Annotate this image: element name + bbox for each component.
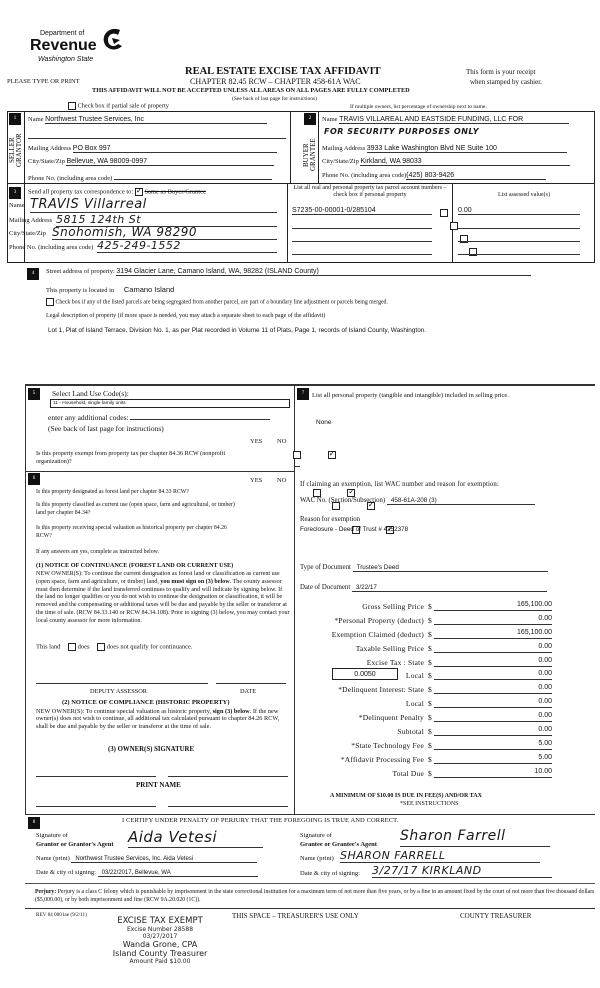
same-as-buyer-checkbox[interactable] [135,188,143,196]
grantor-label: GRANTOR [15,133,23,167]
delinquent-interest-state-field[interactable]: 0.00 [434,684,552,694]
affidavit-fee-field[interactable]: 5.00 [434,754,552,764]
sec5-yes-header: YES [250,438,263,445]
grantor-date-field[interactable]: 03/22/2017, Bellevue, WA [98,870,258,877]
multiple-owners-note: If multiple owners, list percentage of ownership next to name. [350,104,487,110]
tax-name-field[interactable]: TRAVIS Villarreal [30,198,277,213]
tax-phone-field[interactable]: 425-249-1552 [97,240,277,253]
partial-sale-checkbox[interactable] [68,102,76,110]
partial-sale-label: Check box if partial sale of property [77,102,169,110]
buyer-name-label: Name [322,116,338,123]
seller-label: SELLER [8,137,16,163]
section-3-badge: 3 [9,187,21,199]
stamp-treasurer-title: Island County Treasurer [112,949,208,958]
buyer-city-field[interactable]: Kirkland, WA 98033 [360,158,570,166]
buyer-label: BUYER [302,143,310,167]
nonprofit-exempt-question: Is this property exempt from property tax per chapter 84.36 RCW (nonprofit organization)? [36,450,226,465]
assessor-date-label: DATE [240,688,257,695]
legal-description-value[interactable]: Lot 1, Plat of Island Terrace, Division No. 1, as per Plat recorded in Volume 11 of Plats, Page 1, records of Island County, Washington. [48,327,427,334]
excise-tax-state-field[interactable]: 0.00 [434,657,552,667]
notice-continuance-text: NEW OWNER(S): To continue the current designation as forest land or classification as current use (open space, farm and agriculture, or timber) land, you must sign on (3) below. The county assessor must then determine if the land transferred continues to qualify and will indicate by signing below. If the land no longer qualifies or you do not wish to continue the designation or classification, it will be removed and the compensating or additional taxes will be due and payable by the seller or transferor at the time of sale. (RCW 84.33.140 or RCW 84.34.108). Prior to signing (3) below, you may contact your local county assessor for more information. [36,571,290,624]
does-label: does [77,643,90,651]
grantee-label: GRANTEE [309,138,317,172]
buyer-name-field[interactable]: TRAVIS VILLAREAL AND EASTSIDE FUNDING, LLC FOR [339,116,569,124]
seller-name-field[interactable]: Northwest Trustee Services, Inc [45,116,267,124]
receipt-note-1: This form is your receipt [466,68,536,76]
this-land-label: This land [36,643,61,651]
tax-phone-label: Phone No. (including area code) [9,244,94,251]
owner-signature-label: (3) OWNER(S) SIGNATURE [108,746,194,753]
receipt-note-2: when stamped by cashier. [470,78,542,86]
additional-codes-label: enter any additional codes: [48,413,129,422]
parcel-field-2[interactable] [292,220,432,229]
dor-swirl-logo-icon [100,26,124,54]
buyer-address-label: Mailing Address [322,145,366,152]
grantee-name-field[interactable]: SHARON FARRELL [340,849,540,863]
warning-banner: THIS AFFIDAVIT WILL NOT BE ACCEPTED UNLESS ALL AREAS ON ALL PAGES ARE FULLY COMPLETED [92,87,410,94]
seller-phone-field[interactable] [114,172,272,180]
treasurer-use-label: THIS SPACE – TREASURER'S USE ONLY [232,912,359,920]
logo-line-1: Department of [40,30,85,37]
additional-codes-field[interactable] [130,412,270,420]
section-8-badge: 8 [28,817,40,829]
legal-description-label: Legal description of property (if more space is needed, you may attach a separate sheet to each page of the affidavit) [46,313,326,319]
section-1-badge: 1 [9,113,21,125]
form-revision: REV 84 0001ae (9/2/11) [36,912,87,918]
see-instructions-note: *SEE INSTRUCTIONS [400,801,459,807]
tax-city-label: City/State/Zip [9,230,46,237]
see-back-note: (See back of last page for instructions) [232,96,317,102]
does-not-label: does not qualify for continuance. [106,643,193,651]
stamp-exempt: EXCISE TAX EXEMPT [117,916,203,926]
local-rate-field[interactable]: 0.0050 [332,668,398,680]
seller-address-field[interactable]: PO Box 997 [73,145,277,153]
personal-property-deduct-field[interactable]: 0.00 [434,615,552,625]
parcel-personal-checkbox-1[interactable] [440,209,448,217]
doc-date-field[interactable]: 3/22/17 [352,584,547,592]
excise-tax-state-label: Excise Tax : State [366,658,424,667]
state-tech-fee-label: *State Technology Fee [351,741,424,750]
land-use-see-back: (See back of last page for instructions) [48,424,164,433]
grantee-date-field[interactable]: 3/27/17 KIRKLAND [372,864,552,878]
tax-name-label: Name [9,202,25,209]
nonprofit-no-checkbox[interactable] [328,451,336,459]
delinquent-interest-local-label: Local [405,699,424,708]
seller-city-field[interactable]: Bellevue, WA 98009-0997 [66,158,274,166]
seller-name-line-2[interactable] [28,138,286,139]
grantor-name-label: Name (print) [36,855,70,862]
exemption-claimed-label: Exemption Claimed (deduct) [331,630,424,639]
personal-property-label: List all personal property (tangible and intangible) included in selling price. [312,392,509,399]
assessed-field-2[interactable] [458,220,580,229]
parcel-header: List all real and personal property tax parcel account numbers – check box if personal property [293,185,447,198]
current-use-question: Is this property classified as current use (open space, farm and agricultural, or timber) land per chapter 84.34? [36,502,235,516]
notice-compliance-title: (2) NOTICE OF COMPLIANCE (HISTORIC PROPERTY) [62,699,230,706]
grantee-signature-field[interactable]: Sharon Farrell [400,826,550,847]
grantor-sig-label-2: Grantor or Grantor's Agent [36,841,114,848]
land-use-select[interactable]: 11 - Household, single family units [50,399,290,408]
assessed-field-1[interactable]: 0.00 [458,207,580,215]
section-4-badge: 4 [27,268,39,280]
deputy-assessor-line[interactable] [36,683,208,684]
wac-field[interactable]: 458-61A-208 (3) [387,497,535,505]
seller-name-label: Name [28,116,44,123]
deputy-assessor-label: DEPUTY ASSESSOR [90,688,147,695]
nonprofit-yes-checkbox[interactable] [293,451,301,459]
subtotal-label: Subtotal [397,727,424,736]
gross-selling-price-field[interactable]: 165,100.00 [434,601,552,611]
logo-line-3: Washington State [38,56,94,63]
sec6-no-header: NO [277,477,287,484]
section-7-badge: 7 [297,388,309,400]
buyer-address-field[interactable]: 3933 Lake Washington Blvd NE Suite 100 [367,145,567,153]
seller-address-label: Mailing Address [28,145,72,152]
assessed-field-4[interactable] [458,246,580,255]
total-due-label: Total Due [392,769,424,778]
parcel-field-1[interactable]: S7235-00-00001-0/285104 [292,207,432,215]
stamp-date: 03/27/2017 [142,933,178,940]
reason-value[interactable]: Foreclosure - Deed of Trust # 4252378 [300,526,409,533]
print-name-line-2[interactable] [168,806,288,807]
located-in-label: This property is located in [46,287,115,294]
excise-tax-local-label: Local [405,671,424,680]
form-subtitle: CHAPTER 82.45 RCW – CHAPTER 458-61A WAC [190,77,361,86]
delinquent-penalty-label: *Delinquent Penalty [358,713,424,722]
seller-city-label: City/State/Zip [28,158,65,165]
buyer-phone-field[interactable]: (425) 803-9426 [406,172,546,180]
treasurer-stamp [100,916,220,965]
dor-logo [30,26,130,70]
owner-signature-line-1[interactable] [36,776,156,777]
segregated-label: Check box if any of the listed parcels are being segregated from another parcel, are part of a boundary line adjustment or parcels being merged. [55,299,388,306]
total-due-field[interactable]: 10.00 [434,768,552,778]
parcel-field-3[interactable] [292,233,432,242]
sec6-yes-header: YES [250,477,263,484]
tax-city-field[interactable]: Snohomish, WA 98290 [52,226,277,240]
notice-continuance-title: (1) NOTICE OF CONTINUANCE (FOREST LAND OR CURRENT USE) [36,562,234,569]
grantor-name-field[interactable]: Northwest Trustee Services, Inc. Aida Vetesi [71,856,257,863]
certify-statement: I CERTIFY UNDER PENALTY OF PERJURY THAT THE FOREGOING IS TRUE AND CORRECT. [122,817,399,824]
does-not-qualify-checkbox[interactable] [97,643,105,651]
buyer-phone-label: Phone No. (including area code) [322,172,407,179]
assessor-date-line[interactable] [216,683,286,684]
buyer-name-handwritten[interactable]: FOR SECURITY PURPOSES ONLY [324,127,480,136]
section-5-badge: 5 [28,388,40,400]
assessed-field-3[interactable] [458,233,580,242]
personal-property-value[interactable]: None [316,419,332,426]
affidavit-fee-label: *Affidavit Processing Fee [340,755,424,764]
stamp-amount-paid: Amount Paid $10.00 [129,958,191,965]
delinquent-penalty-field[interactable]: 0.00 [434,712,552,722]
reason-label: Reason for exemption [300,516,361,523]
grantor-sig-label-1: Signature of [36,832,68,839]
section-6-badge: 6 [28,473,40,485]
please-type: PLEASE TYPE OR PRINT [7,78,80,85]
section-2-badge: 2 [304,113,316,125]
send-correspondence-label: Send all property tax correspondence to: [28,188,134,196]
street-address-label: Street address of property: [46,268,115,275]
grantee-date-label: Date & city of signing: [300,870,360,877]
owner-signature-line-2[interactable] [168,776,288,777]
taxable-selling-price-label: Taxable Selling Price [355,644,424,653]
exemption-claimed-field[interactable]: 165,100.00 [434,629,552,639]
if-yes-instruction: If any answers are yes, complete as instructed below. [36,549,159,555]
taxable-selling-price-field[interactable]: 0.00 [434,643,552,653]
street-address-field[interactable]: 3194 Glacier Lane, Camano Island, WA, 98282 (ISLAND County) [116,268,531,276]
excise-tax-local-field[interactable]: 0.00 [434,670,552,680]
delinquent-interest-state-label: *Delinquent Interest: State [338,685,424,694]
land-use-label: Select Land Use Code(s): [52,389,129,398]
minimum-due-note: A MINIMUM OF $10.00 IS DUE IN FEE(S) AND/OR TAX [330,793,482,799]
delinquent-interest-local-field[interactable]: 0.00 [434,698,552,708]
assessed-header: List assessed value(s) [498,192,550,198]
doc-type-field[interactable]: Trustee's Deed [353,564,548,572]
logo-line-2: Revenue [30,37,97,54]
parcel-field-4[interactable] [292,246,432,255]
stamp-excise-number: Excise Number 28588 [126,926,194,933]
grantee-sig-label-1: Signature of [300,832,332,839]
does-qualify-checkbox[interactable] [68,643,76,651]
form-title: REAL ESTATE EXCISE TAX AFFIDAVIT [185,66,381,77]
parcel-personal-checkbox-2[interactable] [450,222,458,230]
grantee-name-label: Name (print) [300,855,334,862]
gross-selling-price-label: Gross Selling Price [362,602,424,611]
tax-address-label: Mailing Address [9,217,53,224]
exemption-instruction: If claiming an exemption, list WAC number and reason for exemption: [300,481,499,488]
buyer-city-label: City/State/Zip [322,158,359,165]
sec5-no-header: NO [277,438,287,445]
forest-land-question: Is this property designated as forest land per chapter 84.33 RCW? [36,489,189,495]
grantor-date-label: Date & city of signing: [36,869,96,876]
doc-type-label: Type of Document [300,564,351,571]
perjury-notice: Perjury: Perjury is a class C felony which is punishable by imprisonment in the state correctional institution for a maximum term of not more than five years, or by a fine in an amount fixed by the court of not more than five thousand dollars ($5,000.00), or by both imprisonment and fine (RCW 9A.20.020 (1C)). [35,889,595,903]
stamp-treasurer-name: Wanda Grone, CPA [122,940,198,949]
county-treasurer-label: COUNTY TREASURER [460,912,532,920]
historical-question: Is this property receiving special valuation as historical property per chapter 84.26 RCW? [36,525,227,539]
state-tech-fee-field[interactable]: 5.00 [434,740,552,750]
seller-phone-label: Phone No. (including area code) [28,175,113,182]
print-name-line-1[interactable] [36,806,156,807]
same-as-buyer-label: Same as Buyer/Grantee [144,188,206,196]
grantor-signature-field[interactable]: Aida Vetesi [128,828,263,848]
personal-property-deduct-label: *Personal Property (deduct) [334,616,424,625]
notice-compliance-text: NEW OWNER(S): To continue special valuation as historic property, sign (3) below. If the new owner(s) does not wish to continue, all additional tax calculated pursuant to chapter 84.26 RCW, shall be due and payable by the seller or transferor at the time of sale. [36,708,280,730]
subtotal-field[interactable]: 0.00 [434,726,552,736]
print-name-label: PRINT NAME [136,781,181,789]
doc-date-label: Date of Document [300,584,351,591]
located-in-value[interactable]: Camano Island [123,285,175,294]
segregated-checkbox[interactable] [46,298,54,306]
tax-address-field[interactable]: 5815 124th St [56,214,277,227]
grantee-sig-label-2: Grantee or Grantee's Agent [300,841,377,848]
wac-label: WAC No. (Section/Subsection) [300,497,386,504]
